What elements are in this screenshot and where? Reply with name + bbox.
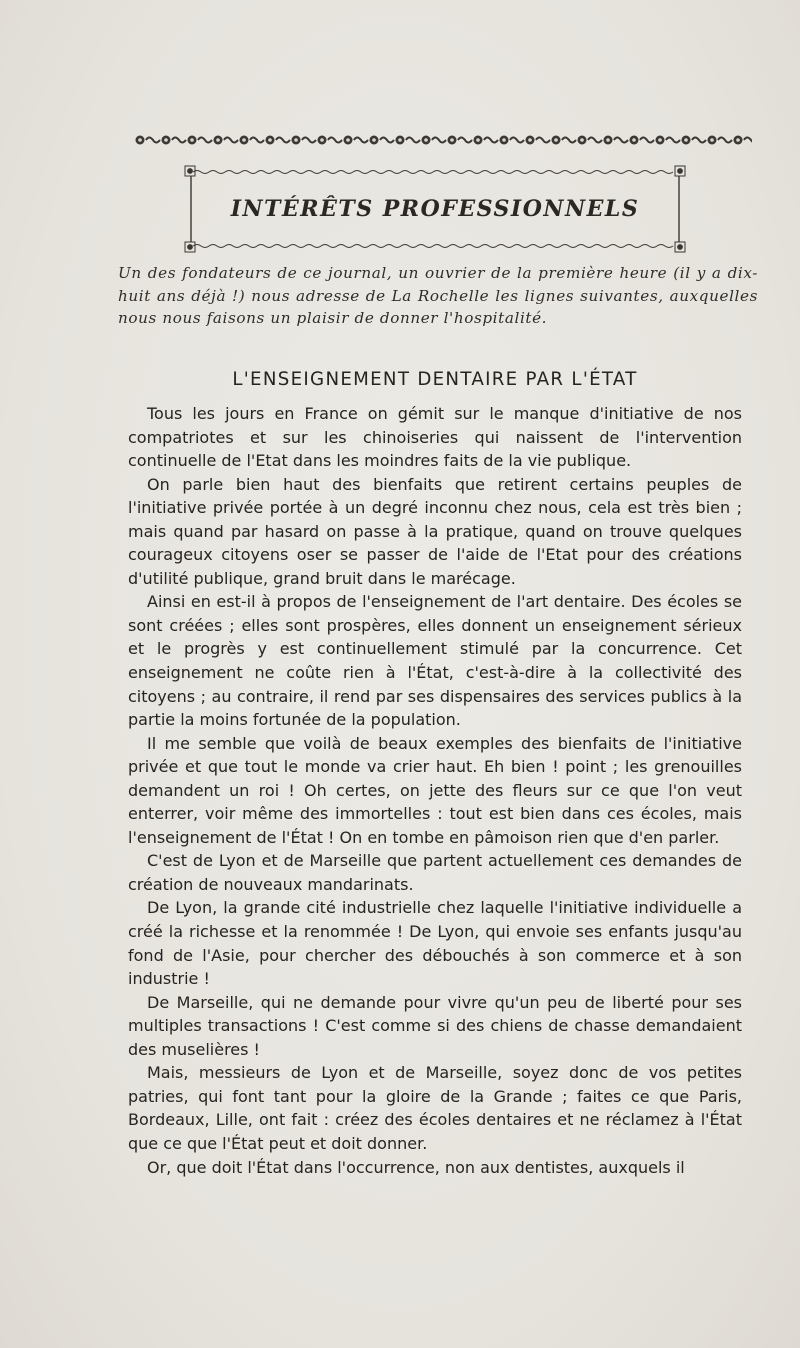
ornament-rosette — [526, 136, 551, 145]
paragraph: De Lyon, la grande cité industrielle chez laquelle l'initiative individuelle a créé la richesse et la renommée ! De Lyon, qui envoie ses enfants jusqu'au fond de l'Asie, pour chercher des débouchés à son commerce et à son industrie ! — [128, 898, 742, 989]
ornament-rosette — [604, 136, 629, 145]
ornament-rosette — [682, 136, 707, 145]
article-body — [128, 402, 742, 1179]
ornament-rosette — [162, 136, 187, 145]
ornament-rosette — [500, 136, 525, 145]
ornament-rosette — [370, 136, 395, 145]
ornament-rosette — [188, 136, 213, 145]
section-title: INTÉRÊTS PROFESSIONNELS — [230, 196, 640, 222]
section-title-frame — [183, 164, 687, 254]
ornament-rosette — [552, 136, 577, 145]
ornament-rosette — [318, 136, 343, 145]
ornament-band — [128, 132, 752, 146]
paragraph: De Marseille, qui ne demande pour vivre qu'un peu de liberté pour ses multiples transactions ! C'est comme si des chiens de chasse demandaient des muselières ! — [128, 992, 742, 1059]
article-title: L'ENSEIGNEMENT DENTAIRE PAR L'ÉTAT — [232, 369, 638, 390]
paragraph: Il me semble que voilà de beaux exemples des bienfaits de l'initiative privée et que tout le monde va crier haut. Eh bien ! point ; les grenouilles demandent un roi ! Oh certes, on jette des fleurs sur ce que l'on veut enterrer, voir même des immortelles : tout est bien dans ces écoles, mais l'enseignement de l'État ! On en tombe en pâmoison rien que d'en parler. — [128, 733, 742, 847]
ornament-rosette — [214, 136, 239, 145]
ornament-rosette — [630, 136, 655, 145]
paragraph: On parle bien haut des bienfaits que retirent certains peuples de l'initiative privée portée à un degré inconnu chez nous, cela est très bien ; mais quand par hasard on passe à la pratique, quand on trouve quelques courageux citoyens oser se passer de l'aide de l'Etat pour des créations d'utilité publique, grand bruit dans le marécage. — [128, 474, 742, 588]
paragraph: C'est de Lyon et de Marseille que partent actuellement ces demandes de création de nouveaux mandarinats. — [128, 851, 742, 894]
ornament-rosette — [292, 136, 317, 145]
paragraph: Or, que doit l'État dans l'occurrence, non aux dentistes, auxquels il — [147, 1157, 685, 1177]
ornament-rosette — [578, 136, 603, 145]
ornament-rosette — [708, 136, 733, 145]
ornament-rosette — [266, 136, 291, 145]
ornament-rosette — [422, 136, 447, 145]
paragraph: Mais, messieurs de Lyon et de Marseille, soyez donc de vos petites patries, qui font tant pour la gloire de la Grande ; faites ce que Paris, Bordeaux, Lille, ont fait : créez des écoles dentaires et ne réclamez à l'État que ce que l'État peut et doit donner. — [128, 1063, 742, 1153]
intro-note: Un des fondateurs de ce journal, un ouvrier de la première heure (il y a dix-huit ans déjà !) nous adresse de La Rochelle les lignes suivantes, auxquelles nous nous faisons un plaisir de donner l'hospitalité. — [118, 264, 758, 328]
paragraph: Ainsi en est-il à propos de l'enseignement de l'art dentaire. Des écoles se sont créées ; elles sont prospères, elles donnent un enseignement sérieux et le progrès y est continuellement stimulé par la concurrence. Cet enseignement ne coûte rien à l'État, c'est-à-dire à la collectivité des citoyens ; au contraire, il rend par ses dispensaires des services publics à la partie la moins fortunée de la population. — [128, 592, 742, 730]
ornament-rosette — [344, 136, 369, 145]
ornament-rosette — [136, 136, 161, 145]
paragraph: Tous les jours en France on gémit sur le manque d'initiative de nos compatriotes et sur les chinoiseries qui naissent de l'intervention continuelle de l'Etat dans les moindres faits de la vie publique. — [128, 404, 742, 471]
ornament-pattern — [128, 133, 752, 146]
ornament-rosette — [240, 136, 265, 145]
ornament-rosette — [474, 136, 499, 145]
ornament-rosette — [734, 136, 753, 145]
ornament-rosette — [656, 136, 681, 145]
ornament-rosette — [396, 136, 421, 145]
ornament-rosette — [448, 136, 473, 145]
